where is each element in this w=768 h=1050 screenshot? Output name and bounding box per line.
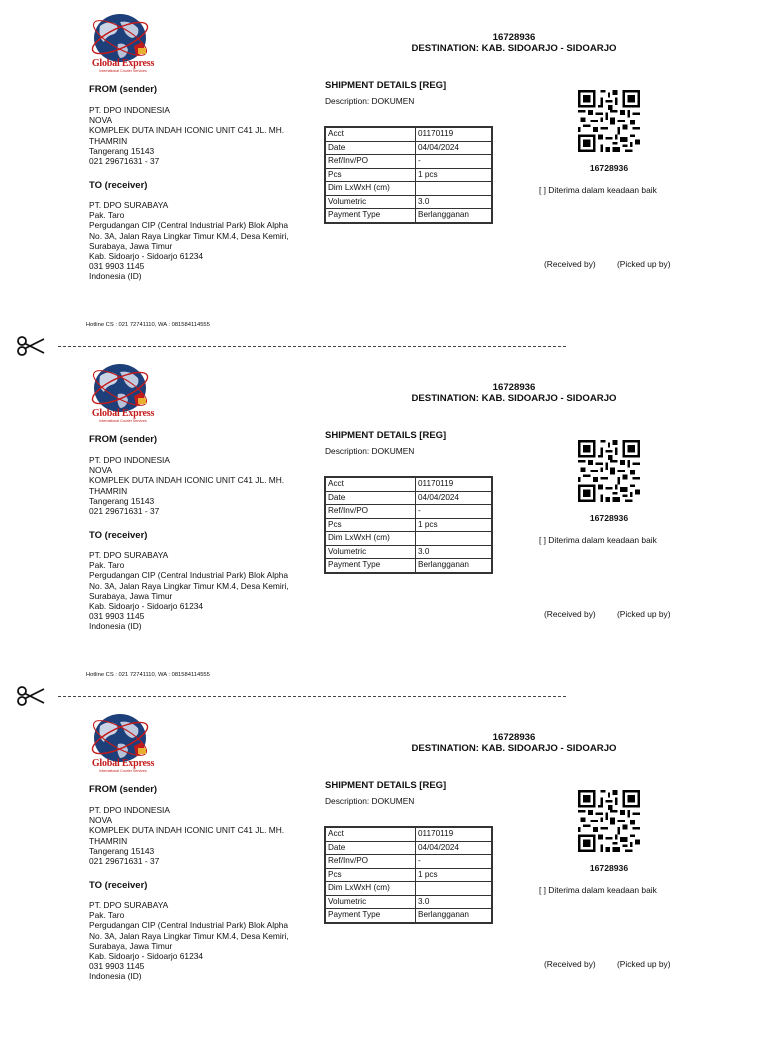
- receiver-line: PT. DPO SURABAYA: [89, 550, 169, 560]
- shipping-label: [0, 700, 768, 1050]
- sender-line: NOVA: [89, 115, 113, 126]
- row-value: 3.0: [416, 545, 492, 559]
- row-label: Ref/Inv/PO: [326, 505, 416, 519]
- table-row: [326, 195, 492, 209]
- table-row: [326, 909, 492, 923]
- receiver-line: Surabaya, Jawa Timur: [89, 240, 173, 251]
- sender-line: 021 29671631 - 37: [89, 506, 160, 517]
- awb-number: 16728936: [492, 382, 536, 393]
- row-label: Date: [326, 491, 416, 505]
- receiver-line: Pak. Taro: [89, 910, 125, 921]
- awb-number: 16728936: [492, 732, 536, 743]
- row-label: Acct: [326, 478, 416, 492]
- row-label: Dim LxWxH (cm): [326, 182, 416, 196]
- row-label: Date: [326, 841, 416, 855]
- table-row: [326, 518, 492, 532]
- shipment-details-title: SHIPMENT DETAILS [REG]: [325, 430, 447, 441]
- sender-heading: FROM (sender): [89, 434, 158, 445]
- receiver-address: [89, 550, 329, 632]
- row-value: 1 pcs: [416, 168, 492, 182]
- table-row: [326, 128, 492, 142]
- table-row: [326, 491, 492, 505]
- table-row: [326, 209, 492, 223]
- row-value: 01170119: [416, 128, 492, 142]
- sender-heading: FROM (sender): [89, 784, 158, 795]
- sender-line: KOMPLEK DUTA INDAH ICONIC UNIT C41 JL. MH.: [89, 125, 285, 136]
- row-value: 3.0: [416, 195, 492, 209]
- table-row: [326, 855, 492, 869]
- row-value: 3.0: [416, 895, 492, 909]
- receiver-line: No. 3A, Jalan Raya Lingkar Timur KM.4, Desa Kemiri,: [89, 230, 289, 241]
- sender-line: NOVA: [89, 465, 113, 476]
- receiver-line: PT. DPO SURABAYA: [89, 900, 169, 910]
- receiver-line: Pak. Taro: [89, 560, 125, 571]
- shipment-details-table: [325, 127, 492, 223]
- received-by-label: (Received by): [544, 259, 596, 269]
- sender-line: PT. DPO INDONESIA: [89, 805, 170, 815]
- row-value: -: [416, 505, 492, 519]
- receiver-line: Pergudangan CIP (Central Industrial Park) Blok Alpha: [89, 920, 289, 931]
- picked-up-by-label: (Picked up by): [617, 959, 671, 969]
- shipment-description: Description: DOKUMEN: [325, 796, 415, 806]
- sender-line: PT. DPO INDONESIA: [89, 105, 170, 115]
- row-label: Dim LxWxH (cm): [326, 532, 416, 546]
- row-label: Payment Type: [326, 209, 416, 223]
- globe-logo-icon: [90, 362, 152, 414]
- row-value: 04/04/2024: [416, 141, 492, 155]
- table-row: [326, 828, 492, 842]
- receiver-line: Pergudangan CIP (Central Industrial Park) Blok Alpha: [89, 220, 289, 231]
- destination-label: DESTINATION: KAB. SIDOARJO - SIDOARJO: [411, 393, 617, 404]
- table-row: [326, 168, 492, 182]
- row-value: Berlangganan: [416, 209, 492, 223]
- globe-logo-icon: [90, 712, 152, 764]
- sender-line: Tangerang 15143: [89, 145, 155, 156]
- qr-code-icon: [578, 90, 640, 152]
- row-value: -: [416, 155, 492, 169]
- sender-line: Tangerang 15143: [89, 495, 155, 506]
- row-value: 04/04/2024: [416, 841, 492, 855]
- receiver-address: [89, 900, 329, 982]
- row-label: Pcs: [326, 168, 416, 182]
- sender-line: NOVA: [89, 815, 113, 826]
- receiver-line: Kab. Sidoarjo - Sidoarjo 61234: [89, 951, 204, 962]
- picked-up-by-label: (Picked up by): [617, 259, 671, 269]
- company-logo: [86, 712, 160, 774]
- receiver-line: Indonesia (ID): [89, 621, 142, 632]
- table-row: [326, 478, 492, 492]
- receiver-line: Kab. Sidoarjo - Sidoarjo 61234: [89, 601, 204, 612]
- row-value: 01170119: [416, 828, 492, 842]
- table-row: [326, 182, 492, 196]
- row-label: Volumetric: [326, 545, 416, 559]
- shipping-label: [0, 350, 768, 700]
- receiver-line: No. 3A, Jalan Raya Lingkar Timur KM.4, Desa Kemiri,: [89, 930, 289, 941]
- shipment-description: Description: DOKUMEN: [325, 446, 415, 456]
- receiver-line: Indonesia (ID): [89, 271, 142, 282]
- row-label: Volumetric: [326, 895, 416, 909]
- receiver-line: Indonesia (ID): [89, 971, 142, 982]
- sender-line: 021 29671631 - 37: [89, 156, 160, 167]
- sender-line: THAMRIN: [89, 135, 128, 146]
- row-label: Payment Type: [326, 559, 416, 573]
- table-row: [326, 545, 492, 559]
- received-by-label: (Received by): [544, 609, 596, 619]
- table-row: [326, 155, 492, 169]
- receiver-line: 031 9903 1145: [89, 611, 145, 622]
- logo-tagline: International Courier Services: [99, 419, 147, 423]
- table-row: [326, 505, 492, 519]
- qr-code-icon: [578, 440, 640, 502]
- table-row: [326, 895, 492, 909]
- sender-heading: FROM (sender): [89, 84, 158, 95]
- row-value: [416, 882, 492, 896]
- shipment-details-title: SHIPMENT DETAILS [REG]: [325, 80, 447, 91]
- receiver-heading: TO (receiver): [89, 880, 148, 891]
- qr-code-icon: [578, 790, 640, 852]
- logo-tagline: International Courier Services: [99, 69, 147, 73]
- sender-line: 021 29671631 - 37: [89, 856, 160, 867]
- receiver-line: 031 9903 1145: [89, 261, 145, 272]
- row-value: 1 pcs: [416, 518, 492, 532]
- globe-logo-icon: [90, 12, 152, 64]
- table-row: [326, 868, 492, 882]
- receiver-heading: TO (receiver): [89, 180, 148, 191]
- logo-name: Global Express: [91, 758, 155, 769]
- row-label: Volumetric: [326, 195, 416, 209]
- receiver-address: [89, 200, 329, 282]
- cut-line: [58, 346, 566, 347]
- qr-code-number: 16728936: [589, 513, 629, 523]
- shipment-details-title: SHIPMENT DETAILS [REG]: [325, 780, 447, 791]
- condition-checkbox-label: [ ] Diterima dalam keadaan baik: [539, 885, 657, 895]
- table-row: [326, 882, 492, 896]
- receiver-line: Pergudangan CIP (Central Industrial Park) Blok Alpha: [89, 570, 289, 581]
- row-value: 1 pcs: [416, 868, 492, 882]
- company-logo: [86, 12, 160, 74]
- hotline-text: Hotline CS : 021 72741110, WA : 081584114555: [86, 672, 210, 678]
- row-value: [416, 182, 492, 196]
- condition-checkbox-label: [ ] Diterima dalam keadaan baik: [539, 185, 657, 195]
- awb-number: 16728936: [492, 32, 536, 43]
- shipment-details-table: [325, 827, 492, 923]
- sender-line: PT. DPO INDONESIA: [89, 455, 170, 465]
- row-value: [416, 532, 492, 546]
- receiver-line: PT. DPO SURABAYA: [89, 200, 169, 210]
- row-label: Ref/Inv/PO: [326, 155, 416, 169]
- destination-label: DESTINATION: KAB. SIDOARJO - SIDOARJO: [411, 43, 617, 54]
- receiver-line: No. 3A, Jalan Raya Lingkar Timur KM.4, Desa Kemiri,: [89, 580, 289, 591]
- sender-line: THAMRIN: [89, 835, 128, 846]
- row-label: Pcs: [326, 518, 416, 532]
- shipment-description: Description: DOKUMEN: [325, 96, 415, 106]
- condition-checkbox-label: [ ] Diterima dalam keadaan baik: [539, 535, 657, 545]
- hotline-text: Hotline CS : 021 72741110, WA : 081584114555: [86, 322, 210, 328]
- destination-label: DESTINATION: KAB. SIDOARJO - SIDOARJO: [411, 743, 617, 754]
- receiver-line: Surabaya, Jawa Timur: [89, 940, 173, 951]
- cut-line: [58, 696, 566, 697]
- sender-line: THAMRIN: [89, 485, 128, 496]
- logo-name: Global Express: [91, 58, 155, 69]
- table-row: [326, 532, 492, 546]
- sender-address: [89, 455, 329, 516]
- table-row: [326, 559, 492, 573]
- received-by-label: (Received by): [544, 959, 596, 969]
- company-logo: [86, 362, 160, 424]
- row-value: Berlangganan: [416, 909, 492, 923]
- row-value: 04/04/2024: [416, 491, 492, 505]
- sender-address: [89, 805, 329, 866]
- receiver-line: Surabaya, Jawa Timur: [89, 590, 173, 601]
- picked-up-by-label: (Picked up by): [617, 609, 671, 619]
- receiver-line: Kab. Sidoarjo - Sidoarjo 61234: [89, 251, 204, 262]
- shipment-details-table: [325, 477, 492, 573]
- row-value: Berlangganan: [416, 559, 492, 573]
- logo-tagline: International Courier Services: [99, 769, 147, 773]
- row-label: Pcs: [326, 868, 416, 882]
- table-row: [326, 141, 492, 155]
- sender-line: KOMPLEK DUTA INDAH ICONIC UNIT C41 JL. MH.: [89, 475, 285, 486]
- sender-line: Tangerang 15143: [89, 845, 155, 856]
- table-row: [326, 841, 492, 855]
- row-label: Payment Type: [326, 909, 416, 923]
- row-label: Date: [326, 141, 416, 155]
- receiver-line: Pak. Taro: [89, 210, 125, 221]
- logo-name: Global Express: [91, 408, 155, 419]
- row-label: Ref/Inv/PO: [326, 855, 416, 869]
- row-value: -: [416, 855, 492, 869]
- receiver-heading: TO (receiver): [89, 530, 148, 541]
- row-label: Dim LxWxH (cm): [326, 882, 416, 896]
- qr-code-number: 16728936: [589, 163, 629, 173]
- row-label: Acct: [326, 128, 416, 142]
- qr-code-number: 16728936: [589, 863, 629, 873]
- receiver-line: 031 9903 1145: [89, 961, 145, 972]
- sender-line: KOMPLEK DUTA INDAH ICONIC UNIT C41 JL. MH.: [89, 825, 285, 836]
- sender-address: [89, 105, 329, 166]
- row-label: Acct: [326, 828, 416, 842]
- shipping-label: [0, 0, 768, 350]
- row-value: 01170119: [416, 478, 492, 492]
